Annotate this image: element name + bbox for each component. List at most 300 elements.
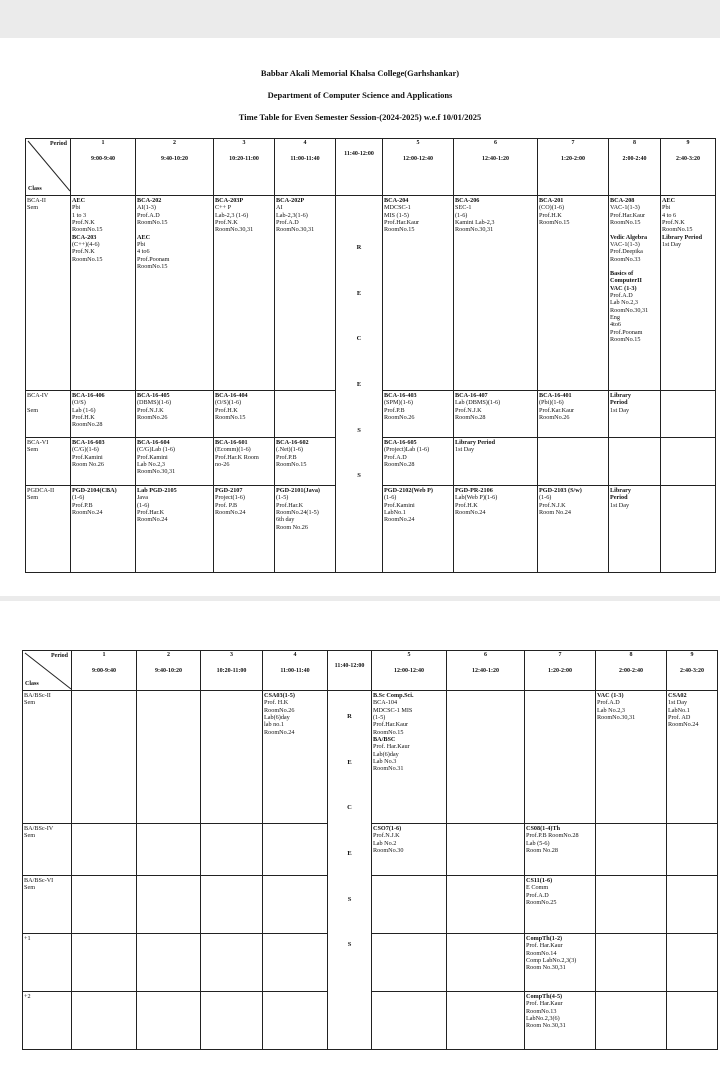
slot-line: VAC (1-3) [610,284,637,292]
class-name-cell [26,486,71,573]
period-time: 10:20-11:00 [216,668,247,675]
slot-line: LabNo.1 [384,508,406,516]
slot-line: (1-6) [455,211,468,219]
slot-line: RoomNo.30,31 [215,226,254,234]
timetable-1 [25,138,716,573]
recess-letter: C [356,335,362,343]
slot-line: (SPM)(1-6) [384,399,413,407]
slot-line: AI(1-3) [137,204,156,212]
slot-line: RoomNo.15 [610,335,641,343]
slot-line: RoomNo.26 [137,413,168,421]
slot-cell [667,691,718,824]
slot-line: Room No.30,31 [526,1022,566,1030]
slot-line: Room No.24 [539,508,571,516]
slot-cell [661,486,716,573]
slot-line: Library [610,487,631,494]
slot-line: RoomNo.15 [72,255,103,263]
class-name: Sem [27,446,39,454]
recess-letter: C [347,804,352,812]
slot-line: RoomNo.28 [72,421,103,429]
slot-cell [525,876,596,934]
slot-cell [136,196,214,391]
slot-cell [525,992,596,1050]
slot-cell [661,196,716,391]
slot-line: AI [276,204,283,212]
slot-line: AEC [137,233,151,241]
slot-line: Lab(6)day [264,713,290,721]
class-label: Class [28,185,42,192]
slot-cell [454,438,538,486]
class-name: BA/BSc-IV [24,825,54,832]
period-header-1 [71,139,136,196]
period-header-8 [538,139,609,196]
slot-line: Prof.N.K [215,218,238,226]
slot-line: 1st Day [668,699,688,707]
recess-letter: S [347,941,352,949]
period-time: 10:20-11:00 [229,156,259,163]
period-header-3 [214,139,275,196]
slot-line: (C++)(4-6) [72,240,100,248]
period-header-1 [72,651,137,691]
slot-line: Period [610,494,628,502]
period-number: 2 [167,652,170,658]
slot-line: MDCSC-1 [384,204,411,212]
slot-line: Prof. H.K [264,699,289,707]
slot-line: Prof.Kamini [72,453,103,461]
slot-line: ComputerII [610,277,642,285]
period-header-9 [596,651,667,691]
slot-cell [454,391,538,438]
slot-cell [525,934,596,992]
slot-cell [137,934,201,992]
period-time: 11:00-11:40 [290,156,320,163]
slot-line: Prof.N.K [72,248,95,256]
slot-cell [383,486,454,573]
slot-line: Prof.Har.K [137,508,165,516]
slot-line: PGD-2104(CBA) [72,487,117,494]
slot-line: (CO)(1-6) [539,204,565,212]
period-number: 6 [484,652,487,658]
slot-line: CompTh(4-5) [526,993,563,1000]
slot-line: (DBMS)(1-6) [137,399,172,407]
slot-line: Prof.N.J.K [539,501,566,509]
slot-line: (Project)Lab (1-6) [384,446,430,454]
period-header-3 [201,651,263,691]
period-number: 9 [686,140,690,146]
slot-cell [596,992,667,1050]
slot-cell [263,824,328,876]
slot-line: (Pbi)(1-6) [539,399,564,407]
period-time: 12:00-12:40 [403,156,433,163]
slot-line: Prof.N.K [72,218,95,226]
slot-line: RoomNo.30 [373,846,404,854]
slot-line: RoomNo.28 [455,413,486,421]
class-name-cell [23,934,72,992]
slot-line: Room No.30,31 [526,964,566,972]
slot-cell [454,486,538,573]
slot-line: Prof.A.D [610,292,633,300]
period-number: 5 [407,652,411,658]
slot-line: (1-6) [72,494,85,502]
slot-line: Lab (1-6) [72,406,96,414]
slot-line: RoomNo.26 [539,413,570,421]
slot-cell [667,876,718,934]
slot-line: RoomNo.15 [384,226,415,234]
slot-line: Library Period [455,439,496,446]
slot-line: Prof.Kamini [384,501,415,509]
slot-line: Lab (DBMS)(1-6) [455,399,501,407]
timetable-2 [22,650,718,1050]
slot-cell [538,486,609,573]
slot-line: Prof. AD [668,713,691,721]
slot-cell [596,691,667,824]
slot-cell [609,438,661,486]
slot-line: LabNo.1 [668,706,690,714]
slot-line: Lab No.2,3 [137,460,166,468]
class-name-cell [23,691,72,824]
slot-line: BCA-208 [610,197,635,204]
slot-line [610,226,659,233]
slot-line: no-26 [215,460,230,468]
slot-cell [72,992,137,1050]
slot-cell [263,691,328,824]
slot-line: BCA-16-603 [72,439,105,446]
slot-line: PGD-PR-2106 [455,487,493,494]
slot-cell [214,438,275,486]
period-header-5 [328,651,372,691]
period-number: 3 [230,652,233,658]
slot-line: 1st Day [610,406,630,414]
slot-line: Prof.Deepika [610,248,643,256]
slot-line: VAC (1-3) [597,692,624,699]
slot-cell [72,824,137,876]
slot-line: Prof.P.B RoomNo.28 [526,832,579,840]
class-name: Sem [24,832,36,840]
slot-line: Lab(6)day [373,750,399,758]
slot-line: 1st Day [610,501,630,509]
slot-cell [201,691,263,824]
slot-line: (C/G)Lab (1-6) [137,446,175,454]
slot-cell [372,876,447,934]
slot-cell [71,438,136,486]
slot-line: Prof.P.B [276,453,297,461]
slot-line: (1-6) [384,494,397,502]
slot-line: (1-6) [539,494,552,502]
class-name-cell [26,196,71,391]
slot-line: BCA-201 [539,197,564,204]
slot-cell [447,824,525,876]
slot-line: BCA-16-405 [137,392,170,399]
slot-line: RoomNo.24 [137,516,168,524]
slot-line: Prof.H.K [455,501,478,509]
slot-line: Prof.Poonam [137,255,170,263]
period-number: 8 [633,140,636,146]
recess-letter: R [356,244,362,251]
slot-line: RoomNo.13 [526,1007,557,1015]
slot-line: Prof.Kar.Kaur [539,406,575,414]
slot-cell [275,391,336,438]
slot-line: RoomNo.28 [384,460,415,468]
slot-line: (C/G)(1-6) [72,446,99,454]
slot-line: BCA-16-602 [276,439,309,446]
slot-line: BCA-206 [455,197,480,204]
slot-line: MDCSC-1 MIS [373,706,413,714]
slot-cell [71,391,136,438]
period-time: 11:40-12:00 [334,663,365,670]
slot-line: RoomNo.15 [137,218,168,226]
class-name-cell [23,992,72,1050]
session-title: Time Table for Even Semester Session-(2024-2025) w.e.f 10/01/2025 [238,112,482,122]
slot-line [610,263,659,270]
department-name: Department of Computer Science and Applications [267,90,453,100]
slot-line: Prof.N.J.K [373,832,400,840]
slot-line: Lab No.3 [373,757,397,765]
period-header-4 [275,139,336,196]
slot-cell [447,691,525,824]
period-number: 2 [173,140,176,146]
slot-line: (.Net)(1-6) [276,446,303,454]
slot-line: Prof.A.D [137,211,160,219]
period-time: 1:20-2:00 [561,156,585,163]
class-name: +2 [24,993,31,1000]
slot-cell [71,486,136,573]
slot-line: MIS (1-5) [384,211,409,219]
slot-line: Prof. P.B [215,501,238,509]
period-time: 9:00-9:40 [91,156,115,163]
slot-cell [454,196,538,391]
slot-line: Prof.Har.K [276,501,304,509]
slot-line: BCA-16-601 [215,439,248,446]
slot-line: BCA-16-403 [384,392,417,399]
slot-cell [372,992,447,1050]
class-name: BCA-VI [27,439,49,446]
class-name-cell [26,391,71,438]
slot-line: RoomNo.24 [215,508,246,516]
period-time: 9:40-10:20 [155,668,182,675]
slot-line: Prof.N.J.K [137,406,164,414]
slot-cell [214,196,275,391]
slot-cell [383,391,454,438]
slot-line: Pbi [72,204,81,212]
slot-line: 1 to 3 [72,211,87,219]
slot-cell [136,391,214,438]
period-header-6 [383,139,454,196]
slot-cell [72,876,137,934]
recess-letter: S [357,472,361,480]
slot-line: lab no.1 [264,721,284,729]
class-name: BA/BSc-VI [24,877,54,884]
slot-cell [525,824,596,876]
slot-line: Lab-2,3 (1-6) [215,211,249,219]
class-name-cell [23,824,72,876]
period-header-row [26,139,716,196]
recess-letter: E [356,380,362,388]
slot-line: E Comm [526,884,549,892]
slot-line: BCA-204 [384,197,409,204]
period-number: 9 [690,652,694,658]
class-name: BA/BSc-II [24,692,51,699]
class-name: Sem [27,406,39,414]
class-name: BCA-IV [27,392,49,399]
slot-line: Kamini Lab-2,3 [455,218,495,226]
slot-line: 6th day [276,516,295,524]
slot-cell [383,438,454,486]
slot-line: RoomNo.15 [610,218,641,226]
slot-line: RoomNo.30,31 [455,226,494,234]
slot-line: Prof.Har.K Room [215,453,259,461]
slot-line: RoomNo.15 [662,226,693,234]
recess-letter: S [347,895,352,903]
period-header-5 [336,139,383,196]
slot-line: BCA-203 [72,233,97,241]
slot-cell [71,196,136,391]
slot-line: Lab No.2,3 [597,706,626,714]
slot-line: Prof.P.B [384,406,405,414]
slot-line: RoomNo.30,31 [137,468,176,476]
period-time: 12:00-12:40 [394,668,424,675]
timetable-page-1 [0,38,720,596]
slot-cell [447,934,525,992]
slot-line: Room No.26 [72,460,104,468]
slot-line: Vedic Algebra [610,233,648,241]
row-ba-bsc-ii [23,691,718,824]
period-number: 4 [303,140,307,146]
slot-line: SEC-1 [455,204,472,212]
slot-line: 1st Day [455,446,475,454]
slot-line: (1-5) [276,494,289,502]
class-name: PGDCA-II [27,487,55,494]
slot-line: B.Sc Comp.Sci. [373,692,414,699]
slot-cell [214,391,275,438]
period-time: 9:40-10:20 [161,156,188,163]
slot-line: BA/BSC [373,735,396,743]
class-label: Class [25,680,39,687]
period-number: 7 [571,140,575,146]
slot-line: PGD-2101(Java) [276,487,320,494]
class-name: +1 [24,935,31,942]
slot-line: PGD-2102(Web P) [384,487,433,494]
corner-cell [26,139,71,196]
slot-line: Prof.N.K [662,218,685,226]
slot-line: Lab (5-6) [526,839,550,847]
period-header-2 [136,139,214,196]
recess-letter: R [347,713,352,720]
slot-line: RoomNo.15 [215,413,246,421]
corner-cell [23,651,72,691]
slot-cell [137,824,201,876]
slot-cell [72,691,137,824]
period-time: 2:40-3:20 [676,156,700,163]
period-number: 6 [494,140,497,146]
slot-cell [667,992,718,1050]
period-time: 2:40-3:20 [680,668,704,675]
slot-cell [538,438,609,486]
slot-line: Pbi [662,204,671,212]
slot-cell [372,934,447,992]
slot-cell [447,992,525,1050]
slot-cell [525,691,596,824]
slot-line: Prof.H.K [72,413,95,421]
slot-line: RoomNo.26 [384,413,415,421]
slot-line: RoomNo.24 [72,508,103,516]
slot-line: Lab-2,3(1-6) [276,211,308,219]
class-name: BCA-II [27,197,46,204]
recess-cell [328,691,372,1050]
slot-line: RoomNo.24(1-5) [276,508,319,516]
slot-line: VAC-1(1-3) [610,240,640,248]
slot-line: CSA03(1-5) [264,692,295,699]
slot-line: Lab No.2 [373,839,397,847]
period-time: 9:00-9:40 [92,668,116,675]
slot-line: RoomNo.15 [72,226,103,234]
period-time: 2:00-2:40 [622,156,647,163]
slot-line: RoomNo.14 [526,949,557,957]
slot-line: Prof.A.D [597,699,620,707]
slot-cell [263,934,328,992]
slot-line: Prof.N.J.K [455,406,482,414]
slot-line: Project(1-6) [215,494,245,502]
slot-line: Pbi [137,240,146,248]
slot-line: RoomNo.15 [276,460,307,468]
slot-cell [136,438,214,486]
slot-line: BCA-16-604 [137,439,170,446]
period-time: 2:00-2:40 [619,668,643,675]
slot-cell [667,934,718,992]
slot-line: Prof.H.K [215,406,238,414]
class-name: Sem [24,699,36,707]
slot-line: Period [610,399,628,407]
slot-line: (1-6) [137,501,150,509]
slot-cell [372,824,447,876]
slot-line: Prof.A.D [384,453,407,461]
class-name [27,399,69,406]
slot-cell [447,876,525,934]
period-number: 7 [558,652,562,658]
slot-line: RoomNo.24 [455,508,486,516]
class-name-cell [23,876,72,934]
period-number: 1 [102,652,106,658]
period-header-10 [667,651,718,691]
slot-line: Prof.Kamini [137,453,168,461]
slot-line: BCA-203P [215,197,244,204]
slot-line: 4to6 [610,321,622,329]
slot-line: BCA-16-605 [384,439,417,446]
recess-letter: E [347,849,352,857]
slot-cell [275,438,336,486]
slot-cell [667,824,718,876]
slot-line: 1st Day [662,240,682,248]
slot-line: (O/S) [72,399,86,407]
slot-line: RoomNo.24 [384,516,415,524]
slot-line: BCA-16-407 [455,392,488,399]
class-name: Sem [24,884,36,892]
slot-line: RoomNo.30,31 [276,226,315,234]
period-header-8 [525,651,596,691]
slot-line: Prof.Poonam [610,328,643,336]
period-header-7 [454,139,538,196]
recess-letter: E [347,758,352,766]
slot-cell [609,486,661,573]
slot-line [137,226,212,233]
period-time: 12:40-1:20 [472,668,499,675]
slot-cell [201,992,263,1050]
slot-cell [201,824,263,876]
slot-line: Prof.Har.Kaur [610,211,646,219]
slot-line: VAC-1(1-3) [610,204,640,212]
slot-cell [137,876,201,934]
timetable-page-2 [0,601,720,1086]
slot-line: LabNo.2,3(6) [526,1014,560,1022]
